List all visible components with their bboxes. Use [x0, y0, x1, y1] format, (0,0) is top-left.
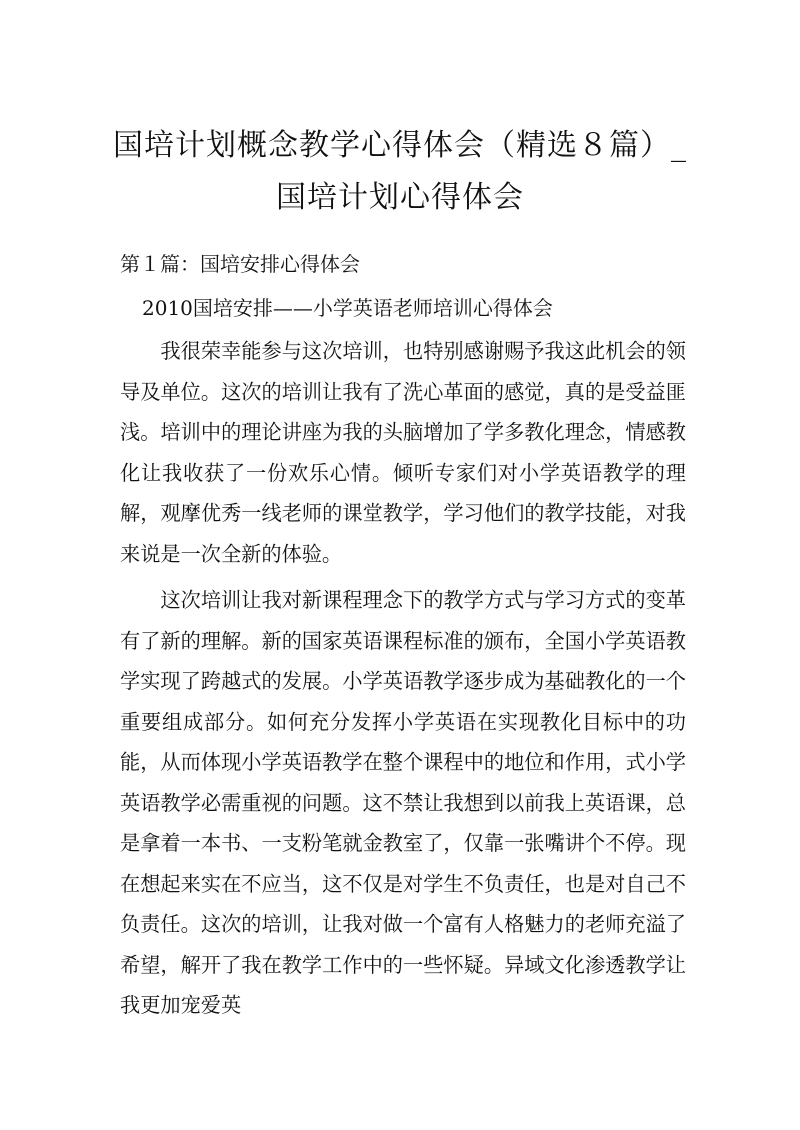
document-title-line-1: 国培计划概念教学心得体会（精选８篇）_ [113, 128, 687, 163]
article-subtitle: 2010国培安排——小学英语老师培训心得体会 [142, 296, 553, 320]
body-paragraph: 这次培训让我对新课程理念下的教学方式与学习方式的变革有了新的理解。新的国家英语课程标准的颁布，全国小学英语教学实现了跨越式的发展。小学英语教学逐步成为基础教化的一个重要组成部分。如何充分发挥小学英语在实现教化目标中的功能，从而体现小学英语教学在整个课程中的地位和作用，式小学英语教学必需重视的问题。这不禁让我想到以前我上英语课，总是拿着一本书、一支粉笔就金教室了，仅靠一张嘴讲个不停。现在想起来实在不应当，这不仅是对学生不负责任，也是对自己不负责任。这次的培训，让我对做一个富有人格魅力的老师充溢了希望，解开了我在教学工作中的一些怀疑。异域文化渗透教学让我更加宠爱英 [120, 588, 686, 1017]
body-paragraph: 我很荣幸能参与这次培训，也特别感谢赐予我这此机会的领导及单位。这次的培训让我有了洗心革面的感觉，真的是受益匪浅。培训中的理论讲座为我的头脑增加了学多教化理念，情感教化让我收获了一份欢乐心情。倾听专家们对小学英语教学的理解，观摩优秀一线老师的课堂教学，学习他们的教学技能，对我来说是一次全新的体验。 [120, 339, 686, 566]
section-heading: 第１篇：国培安排心得体会 [120, 252, 360, 276]
document-title-line-2: 国培计划心得体会 [276, 180, 524, 215]
